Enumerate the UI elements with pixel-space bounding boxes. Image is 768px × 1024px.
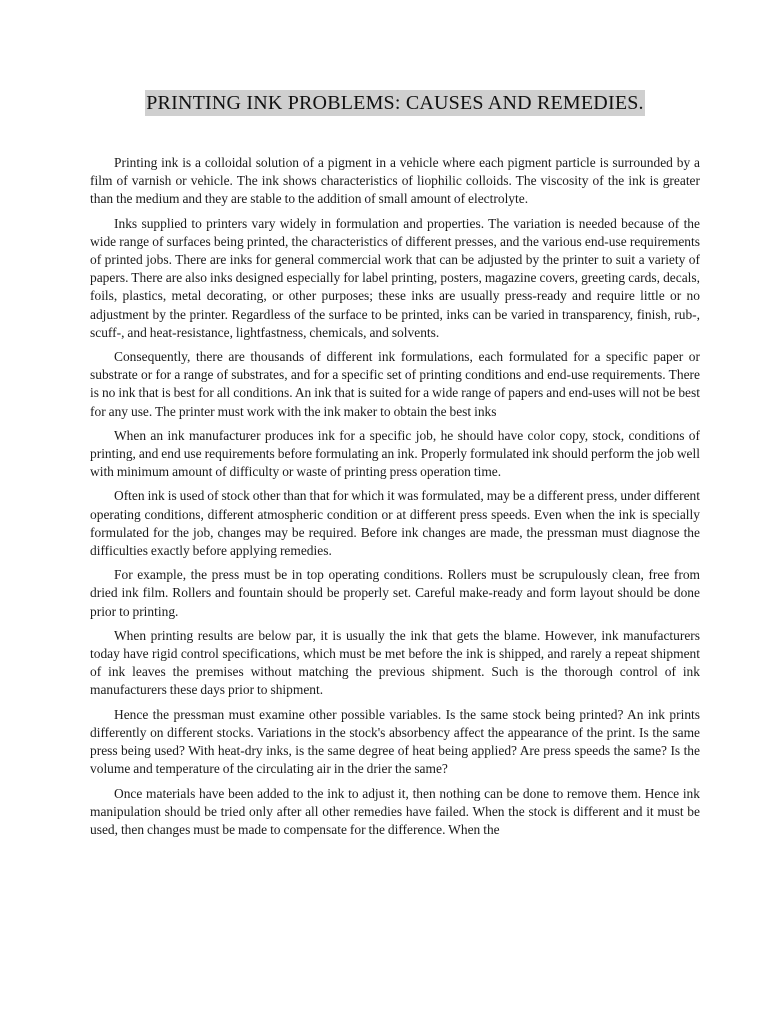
paragraph: Consequently, there are thousands of different ink formulations, each formulated for a specific paper or substrate or for a range of substrates, and for a specific set of printing conditions and end-use requirements. There is no ink that is best for all conditions. An ink that is suited for a wide range of papers and end-uses will not be best for any use. The printer must work with the ink maker to obtain the best inks [90,349,700,419]
paragraph: Inks supplied to printers vary widely in formulation and properties. The variation is needed because of the wide range of surfaces being printed, the characteristics of different presses, and the various end-use requirements of printed jobs. There are inks for general commercial work that can be adjusted by the printer to suit a variety of papers. There are also inks designed especially for label printing, posters, magazine covers, greeting cards, decals, foils, plastics, metal decorating, or other purposes; these inks are usually press-ready and require little or no adjustment by the printer. Regardless of the surface to be printed, inks can be varied in transparency, finish, rub-, scuff-, and heat-resistance, lightfastness, chemicals, and solvents. [90,215,700,340]
paragraph: When printing results are below par, it is usually the ink that gets the blame. However, ink manufacturers today have rigid control specifications, which must be met before the ink is shipped, and rarely a repeat shipment of ink leaves the premises without matching the previous shipment. Such is the thorough control of ink manufacturers these days prior to shipment. [90,627,700,698]
paragraph: Once materials have been added to the ink to adjust it, then nothing can be done to remove them. Hence ink manipulation should be tried only after all other remedies have failed. When the stock is different and it must be used, then changes must be made to compensate for the difference. When the [90,785,700,837]
document-page [90,90,700,845]
paragraph: Often ink is used of stock other than that for which it was formulated, may be a different press, under different operating conditions, different atmospheric condition or at different press speeds. Even when the ink is specially formulated for the job, changes may be required. Before ink changes are made, the pressman must diagnose the difficulties exactly before applying remedies. [90,488,700,559]
paragraph: Hence the pressman must examine other possible variables. Is the same stock being printed? An ink prints differently on different stocks. Variations in the stock's absorbency affect the appearance of the print. Is the same press being used? With heat-dry inks, is the same degree of heat being applied? Are press speeds the same? Is the volume and temperature of the circulating air in the drier the same? [90,706,700,777]
page-title: PRINTING INK PROBLEMS: CAUSES AND REMEDIES. [146,92,644,114]
paragraph: Printing ink is a colloidal solution of a pigment in a vehicle where each pigment particle is surrounded by a film of varnish or vehicle. The ink shows characteristics of liophilic colloids. The viscosity of the ink is greater than the medium and they are stable to the addition of small amount of electrolyte. [90,155,700,207]
paragraph: When an ink manufacturer produces ink for a specific job, he should have color copy, stock, conditions of printing, and end use requirements before formulating an ink. Properly formulated ink should perform the job well with minimum amount of difficulty or waste of printing press operation time. [90,427,700,480]
paragraph: For example, the press must be in top operating conditions. Rollers must be scrupulously clean, free from dried ink film. Rollers and fountain should be properly set. Careful make-ready and form layout should be done prior to printing. [90,567,700,619]
title-block [90,90,700,116]
